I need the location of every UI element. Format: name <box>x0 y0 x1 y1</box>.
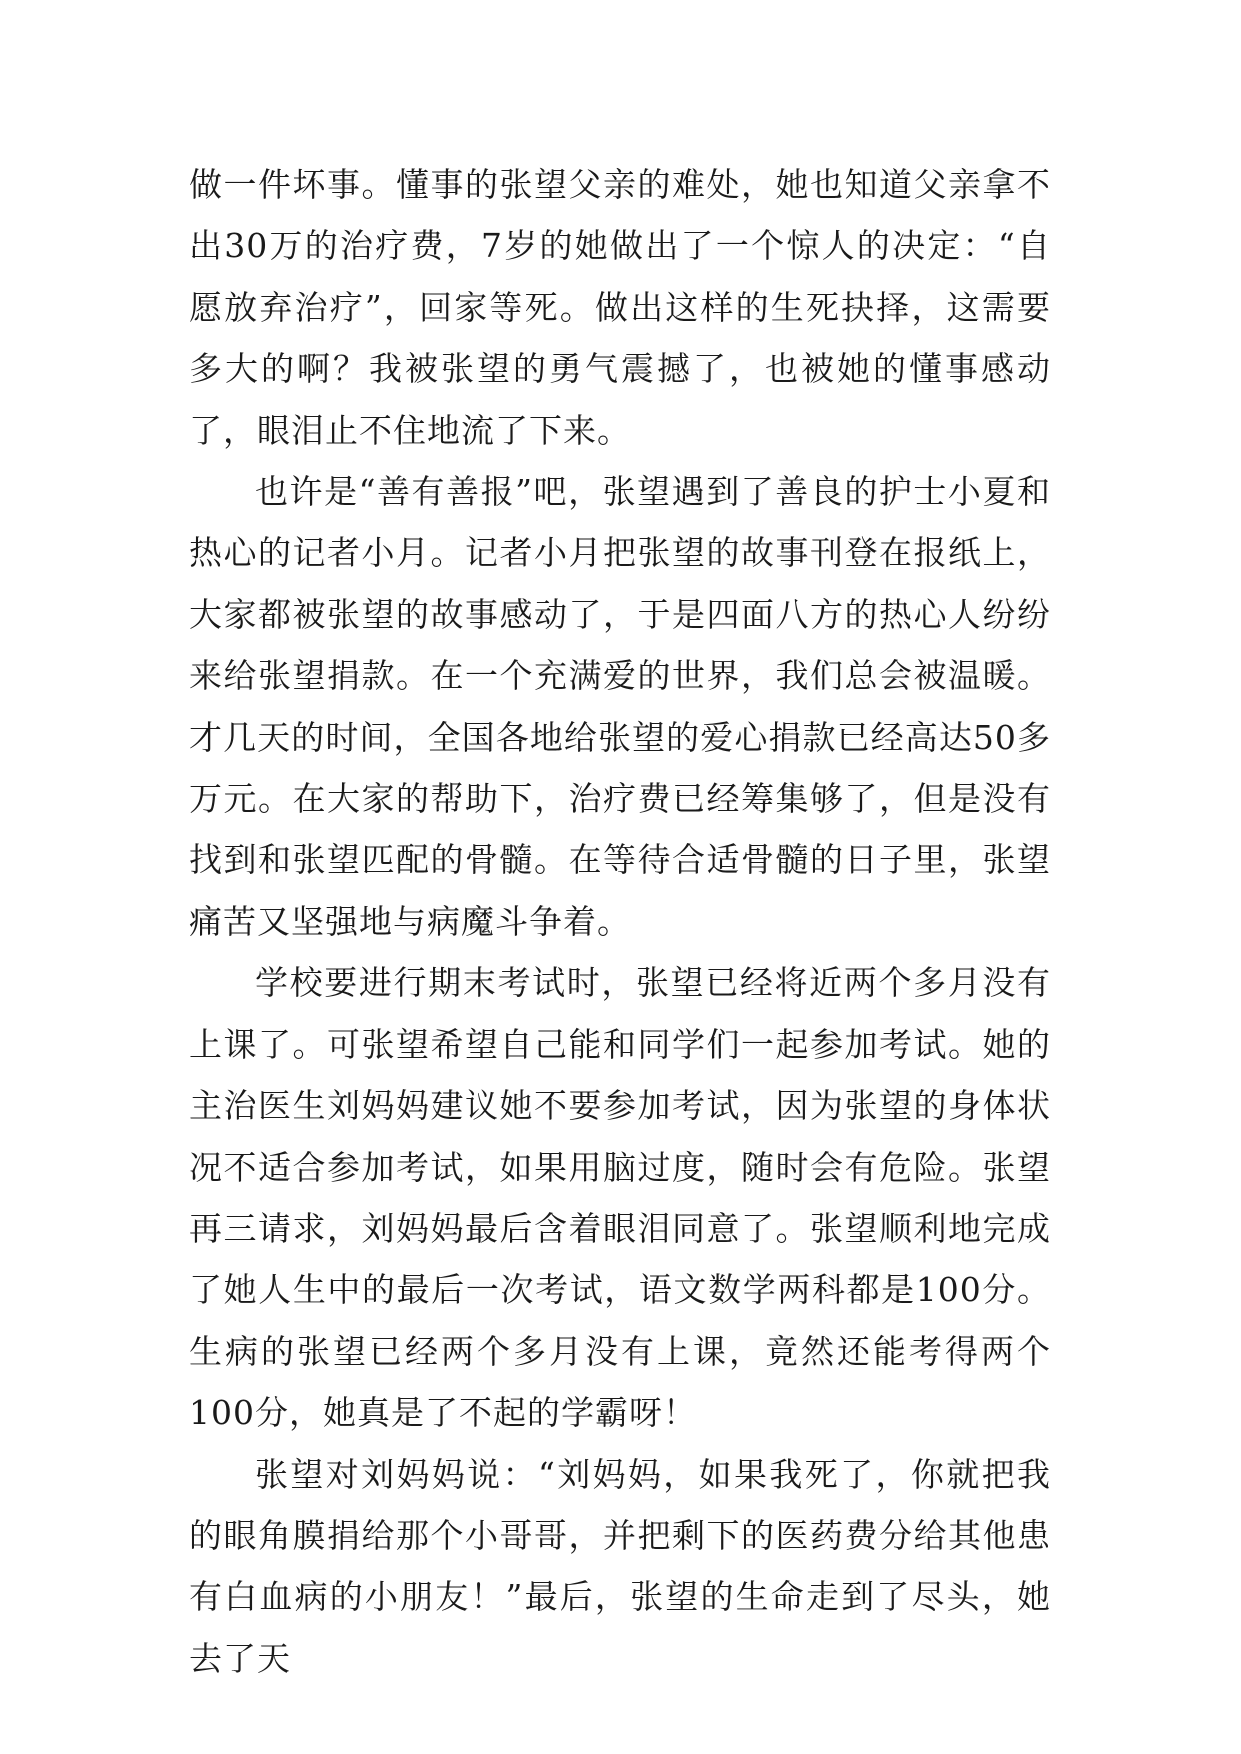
paragraph-continued: 做一件坏事。懂事的张望父亲的难处，她也知道父亲拿不出30万的治疗费，7岁的她做出了一个惊人的决定：“自愿放弃治疗”，回家等死。做出这样的生死抉择，这需要多大的啊？我被张望的勇气震撼了，也被她的懂事感动了，眼泪止不住地流了下来。 <box>189 165 1051 450</box>
paragraph: 学校要进行期末考试时，张望已经将近两个多月没有上课了。可张望希望自己能和同学们一起参加考试。她的主治医生刘妈妈建议她不要参加考试，因为张望的身体状况不适合参加考试，如果用脑过度，随时会有危险。张望再三请求，刘妈妈最后含着眼泪同意了。张望顺利地完成了她人生中的最后一次考试，语文数学两科都是100分。生病的张望已经两个多月没有上课，竟然还能考得两个100分，她真是了不起的学霸呀！ <box>189 963 1051 1433</box>
paragraph: 也许是“善有善报”吧，张望遇到了善良的护士小夏和热心的记者小月。记者小月把张望的故事刊登在报纸上，大家都被张望的故事感动了，于是四面八方的热心人纷纷来给张望捐款。在一个充满爱的世界，我们总会被温暖。才几天的时间，全国各地给张望的爱心捐款已经高达50多万元。在大家的帮助下，治疗费已经筹集够了，但是没有找到和张望匹配的骨髓。在等待合适骨髓的日子里，张望痛苦又坚强地与病魔斗争着。 <box>189 472 1051 941</box>
paragraph: 张望对刘妈妈说：“刘妈妈，如果我死了，你就把我的眼角膜捐给那个小哥哥，并把剩下的医药费分给其他患有白血病的小朋友！”最后，张望的生命走到了尽头，她去了天 <box>189 1454 1051 1678</box>
document-body <box>189 154 1051 1689</box>
